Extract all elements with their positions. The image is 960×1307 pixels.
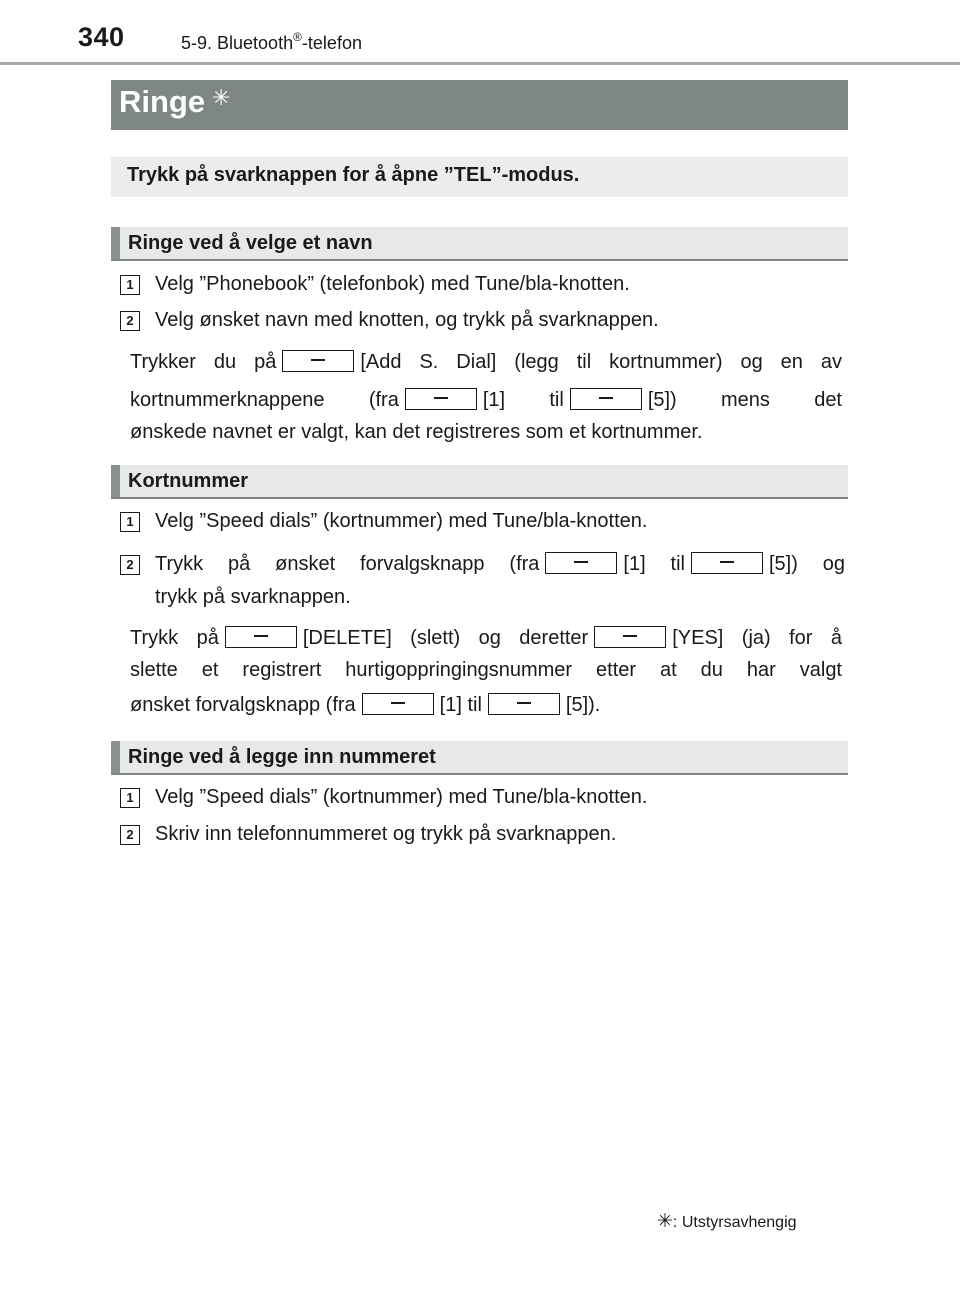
step-text: Velg ”Speed dials” (kortnummer) med Tune/bla-knotten. [155,786,648,808]
section-title-suffix: -telefon [301,33,362,53]
note-line [130,622,842,654]
tuner-button-icon [225,626,297,648]
step-text: Velg ”Phonebook” (telefonbok) med Tune/bla-knotten. [155,273,630,295]
asterisk-icon: ✳ [657,1211,673,1232]
note-text: [Add S. Dial] (legg til kortnummer) og en av [360,351,842,373]
step-text: Skriv inn telefonnummeret og trykk på svarknappen. [155,823,617,845]
note-text: ønsket forvalgsknapp (fra [130,694,356,716]
asterisk-icon: ✳ [212,85,231,110]
note-text: [1] til [439,694,482,716]
step-number: 2 [120,555,140,575]
step-number: 1 [120,788,140,808]
subheading-label: Kortnummer [128,470,249,492]
page-title: Ringe [119,84,206,119]
note-text: Trykker du på [130,351,277,373]
subheading-accent [111,227,120,259]
step-text: Velg ”Speed dials” (kortnummer) med Tune/bla-knotten. [155,510,648,532]
step-number: 2 [120,825,140,845]
step-number: 2 [120,311,140,331]
tuner-button-icon [594,626,666,648]
subheading-accent [111,741,120,773]
intro-text: Trykk på svarknappen for å åpne ”TEL”-modus. [127,164,580,186]
step-text: Trykk på ønsket forvalgsknapp (fra [155,553,540,575]
subheading-label: Ringe ved å legge inn nummeret [128,746,436,768]
note-text: [5]) mens det [647,389,842,411]
step-number: 1 [120,512,140,532]
note-line: ønskede navnet er valgt, kan det registreres som et kortnummer. [130,421,703,443]
header-rule [0,62,960,65]
section-title [181,30,362,54]
note-text: [5]). [565,694,601,716]
tuner-button-icon [362,693,434,715]
tuner-button-icon [545,552,617,574]
note-text: Trykk på [130,627,219,649]
tuner-button-icon [282,350,354,372]
tuner-button-icon [570,388,642,410]
page-number: 340 [78,22,125,52]
note-text: [DELETE] (slett) og deretter [302,627,589,649]
step-text: [1] til [623,553,685,575]
footnote-text: : Utstyrsavhengig [672,1214,797,1231]
note-line [130,346,842,378]
subheading-speed-dial [111,465,848,499]
note-line [130,384,842,416]
tuner-button-icon [691,552,763,574]
step-text: trykk på svarknappen. [155,586,351,608]
subheading-enter-number [111,741,848,775]
note-line [130,689,842,721]
note-text: kortnummerknappene (fra [130,389,399,411]
section-title-main: 5-9. Bluetooth [181,33,294,53]
note-line: slette et registrert hurtigoppringingsnummer etter at du har valgt [130,659,842,681]
step-line [155,548,845,580]
registered-mark: ® [293,30,302,44]
footnote [657,1210,797,1233]
subheading-label: Ringe ved å velge et navn [128,232,373,254]
subheading-select-name [111,227,848,261]
tuner-button-icon [405,388,477,410]
step-text: [5]) og [768,553,845,575]
step-text: Velg ønsket navn med knotten, og trykk på svarknappen. [155,309,659,331]
subheading-accent [111,465,120,497]
note-text: [YES] (ja) for å [672,627,843,649]
step-number: 1 [120,275,140,295]
tuner-button-icon [488,693,560,715]
note-text: [1] til [482,389,564,411]
